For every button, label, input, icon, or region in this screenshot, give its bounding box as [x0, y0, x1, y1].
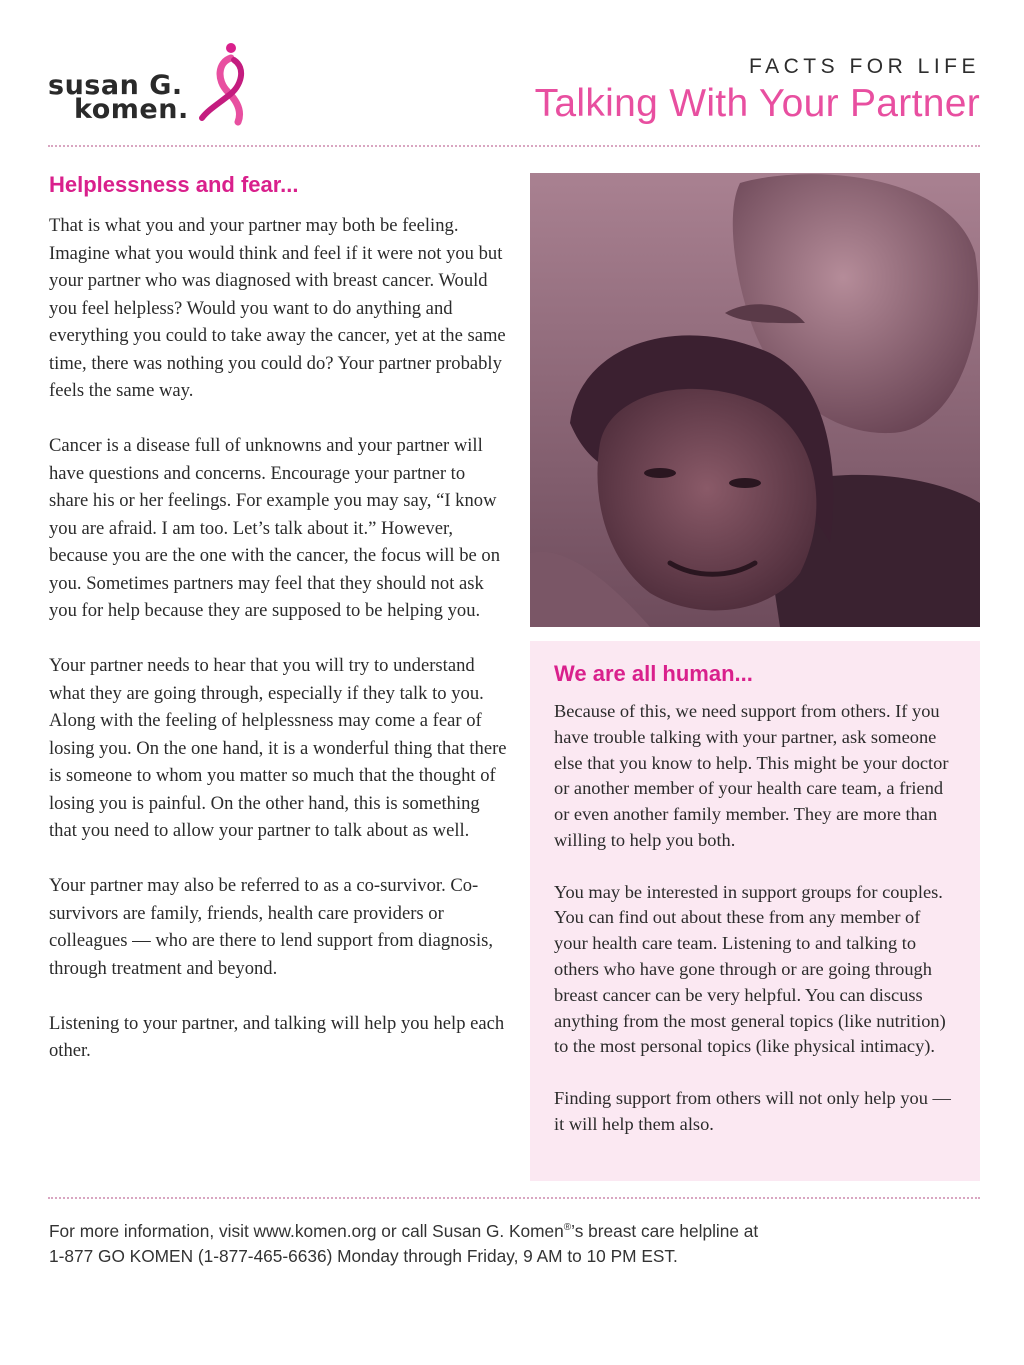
komen-logo	[48, 40, 248, 126]
paragraph: That is what you and your partner may both be feeling. Imagine what you would think and feel if it were not you but your partner who was diagnosed with breast cancer. Would you feel helpless? Would you want to do anything and everything you could to take away the cancer, yet at the same time, there was nothing you could do? Your partner probably feels the same way.	[49, 215, 506, 401]
footer-line1	[49, 1215, 989, 1244]
logo-line1: susan G.	[48, 70, 183, 101]
footer-text: For more information, visit www.komen.org or call Susan G. Komen	[49, 1220, 564, 1241]
bottom-divider	[48, 1197, 980, 1199]
paragraph: Your partner needs to hear that you will try to understand what they are going through, especially if they talk to you. Along with the feeling of helplessness may come a fear of losing you. On the one hand, it is a wonderful thing that there is someone to whom you matter so much that the thought of losing you is painful. On the other hand, this is something that you need to allow your partner to talk about as well.	[49, 655, 507, 841]
top-divider	[48, 145, 980, 147]
couple-photo-illustration	[530, 173, 980, 627]
section-heading: Helplessness and fear...	[49, 172, 299, 197]
footer-text: ’s breast care helpline at	[571, 1220, 759, 1241]
pink-ribbon-icon	[198, 40, 258, 126]
paragraph: Listening to your partner, and talking will help you help each other.	[49, 1012, 505, 1061]
paragraph: Your partner may also be referred to as a co-survivor. Co-survivors are family, friends, health care providers or colleagues — who are there to lend support from diagnosis, through treatment and beyond.	[49, 875, 494, 979]
sidebar-box	[530, 641, 980, 1181]
sidebar-heading: We are all human...	[554, 661, 753, 686]
registered-mark: ®	[563, 1222, 572, 1233]
series-label: FACTS FOR LIFE	[748, 55, 980, 78]
sidebar-paragraph: Finding support from others will not only help you — it will help them also.	[554, 1087, 951, 1134]
page-title: Talking With Your Partner	[534, 82, 980, 125]
main-article	[49, 172, 509, 1092]
footer-line2: 1-877 GO KOMEN (1-877-465-6636) Monday through Friday, 9 AM to 10 PM EST.	[49, 1245, 678, 1266]
sidebar-paragraph: Because of this, we need support from others. If you have trouble talking with your partner, ask someone else that you know to help. This might be your doctor or another member of your health care team, a friend or even another family member. They are more than willing to help you both.	[554, 701, 949, 850]
footer-info	[49, 1215, 989, 1269]
logo-line2: komen.	[74, 94, 189, 125]
sidebar-paragraph: You may be interested in support groups for couples. You can find out about these from any member of your health care team. Listening to and talking to others who have gone through or are going through breast cancer can be very helpful. You can discuss anything from the most general topics (like nutrition) to the most personal topics (like physical intimacy).	[554, 881, 946, 1057]
couple-photo	[530, 173, 980, 627]
paragraph: Cancer is a disease full of unknowns and your partner will have questions and concerns. Encourage your partner to share his or her feelings. For example you may say, “I know you are afraid. I am too. Let’s talk about it.” However, because you are the one with the cancer, the focus will be on you. Sometimes partners may feel that they should not ask you for help because they are supposed to be helping you.	[49, 435, 501, 621]
